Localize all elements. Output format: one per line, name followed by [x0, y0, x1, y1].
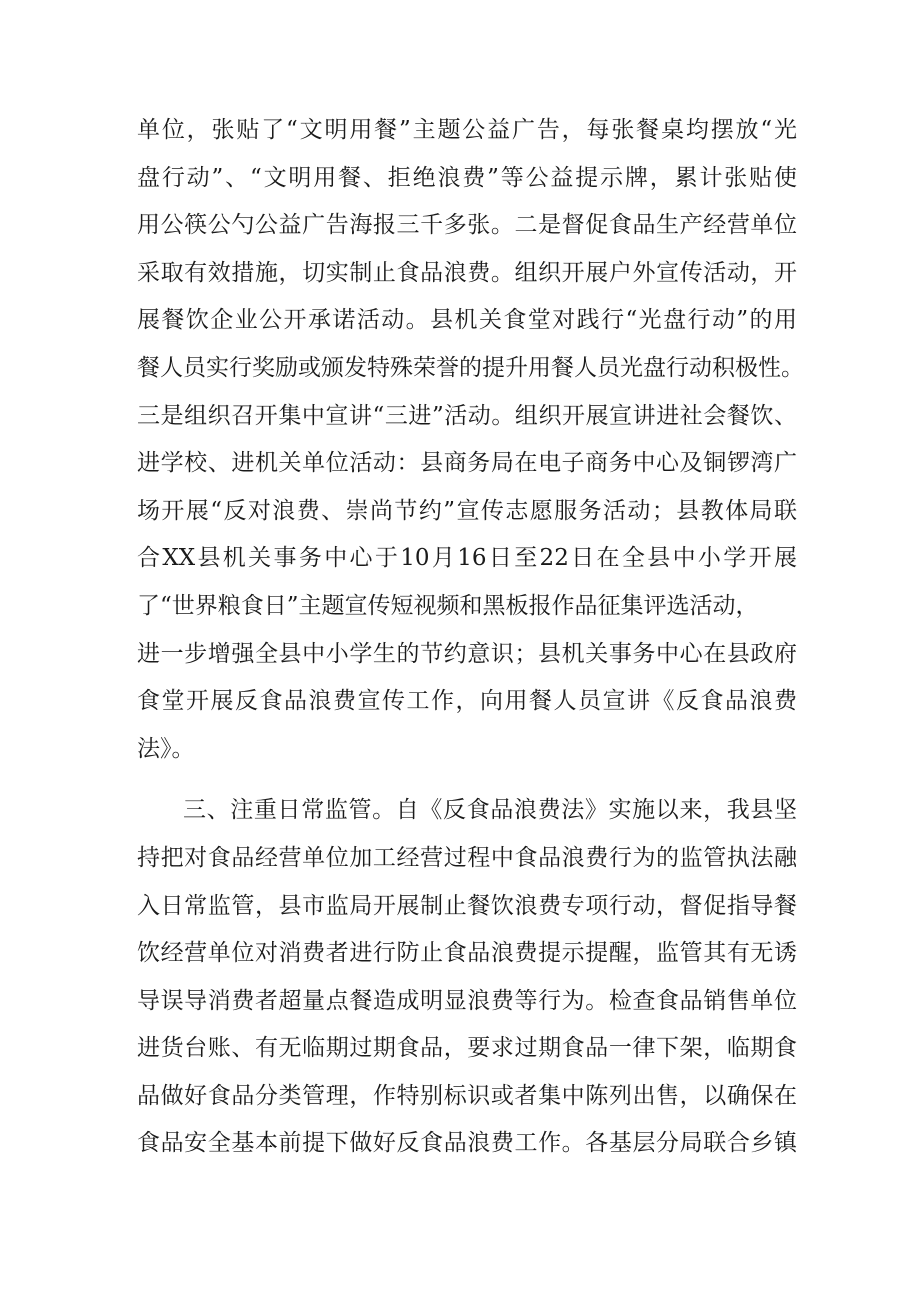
paragraph-1-line-1: 单位，张贴了“文明用餐”主题公益广告，每张餐桌均摆放“光 [137, 117, 797, 143]
paragraph-2-line-7: 品做好食品分类管理，作特别标识或者集中陈列出售，以确保在 [137, 1082, 797, 1109]
paragraph-1-line-9: 场开展“反对浪费、崇尚节约”宣传志愿服务活动；县教体局联 [137, 497, 797, 524]
document-body [137, 107, 804, 1168]
paragraph-2-line-8: 食品安全基本前提下做好反食品浪费工作。各基层分局联合乡镇 [137, 1130, 797, 1157]
paragraph-1-line-4: 采取有效措施，切实制止食品浪费。组织开展户外宣传活动，开 [137, 259, 797, 286]
paragraph-spacer [137, 773, 797, 787]
paragraph-1 [137, 107, 804, 773]
paragraph-2-line-3: 入日常监管，县市监局开展制止餐饮浪费专项行动，督促指导餐 [137, 892, 797, 919]
paragraph-2-line-6: 进货台账、有无临期过期食品，要求过期食品一律下架，临期食 [137, 1035, 797, 1062]
paragraph-1-line-13: 食堂开展反食品浪费宣传工作，向用餐人员宣讲《反食品浪费 [137, 688, 797, 715]
paragraph-2-line-2: 持把对食品经营单位加工经营过程中食品浪费行为的监管执法融 [137, 844, 797, 871]
paragraph-2-line-4: 饮经营单位对消费者进行防止食品浪费提示提醒，监管其有无诱 [137, 940, 797, 967]
paragraph-2-line-5: 导误导消费者超量点餐造成明显浪费等行为。检查食品销售单位 [137, 987, 797, 1014]
paragraph-2-line-1: 三、注重日常监管。自《反食品浪费法》实施以来，我县坚 [183, 797, 797, 824]
paragraph-1-line-2: 盘行动”、“文明用餐、拒绝浪费”等公益提示牌，累计张贴使 [137, 164, 797, 191]
paragraph-1-line-6: 餐人员实行奖励或颁发特殊荣誉的提升用餐人员光盘行动积极性。 [137, 354, 804, 381]
paragraph-1-line-5: 展餐饮企业公开承诺活动。县机关食堂对践行“光盘行动”的用 [137, 307, 797, 334]
paragraph-1-line-10: 合XX县机关事务中心于10月16日至22日在全县中小学开展 [137, 545, 797, 572]
paragraph-1-line-3: 用公筷公勺公益广告海报三千多张。二是督促食品生产经营单位 [137, 212, 797, 239]
paragraph-2 [137, 787, 797, 1168]
paragraph-1-line-11: 了“世界粮食日”主题宣传短视频和黑板报作品征集评选活动， [137, 592, 759, 619]
paragraph-1-line-14: 法》。 [137, 735, 195, 762]
paragraph-1-line-12: 进一步增强全县中小学生的节约意识；县机关事务中心在县政府 [137, 640, 797, 667]
paragraph-1-line-8: 进学校、进机关单位活动：县商务局在电子商务中心及铜锣湾广 [137, 450, 797, 477]
paragraph-1-line-7: 三是组织召开集中宣讲“三进”活动。组织开展宣讲进社会餐饮、 [137, 402, 797, 429]
